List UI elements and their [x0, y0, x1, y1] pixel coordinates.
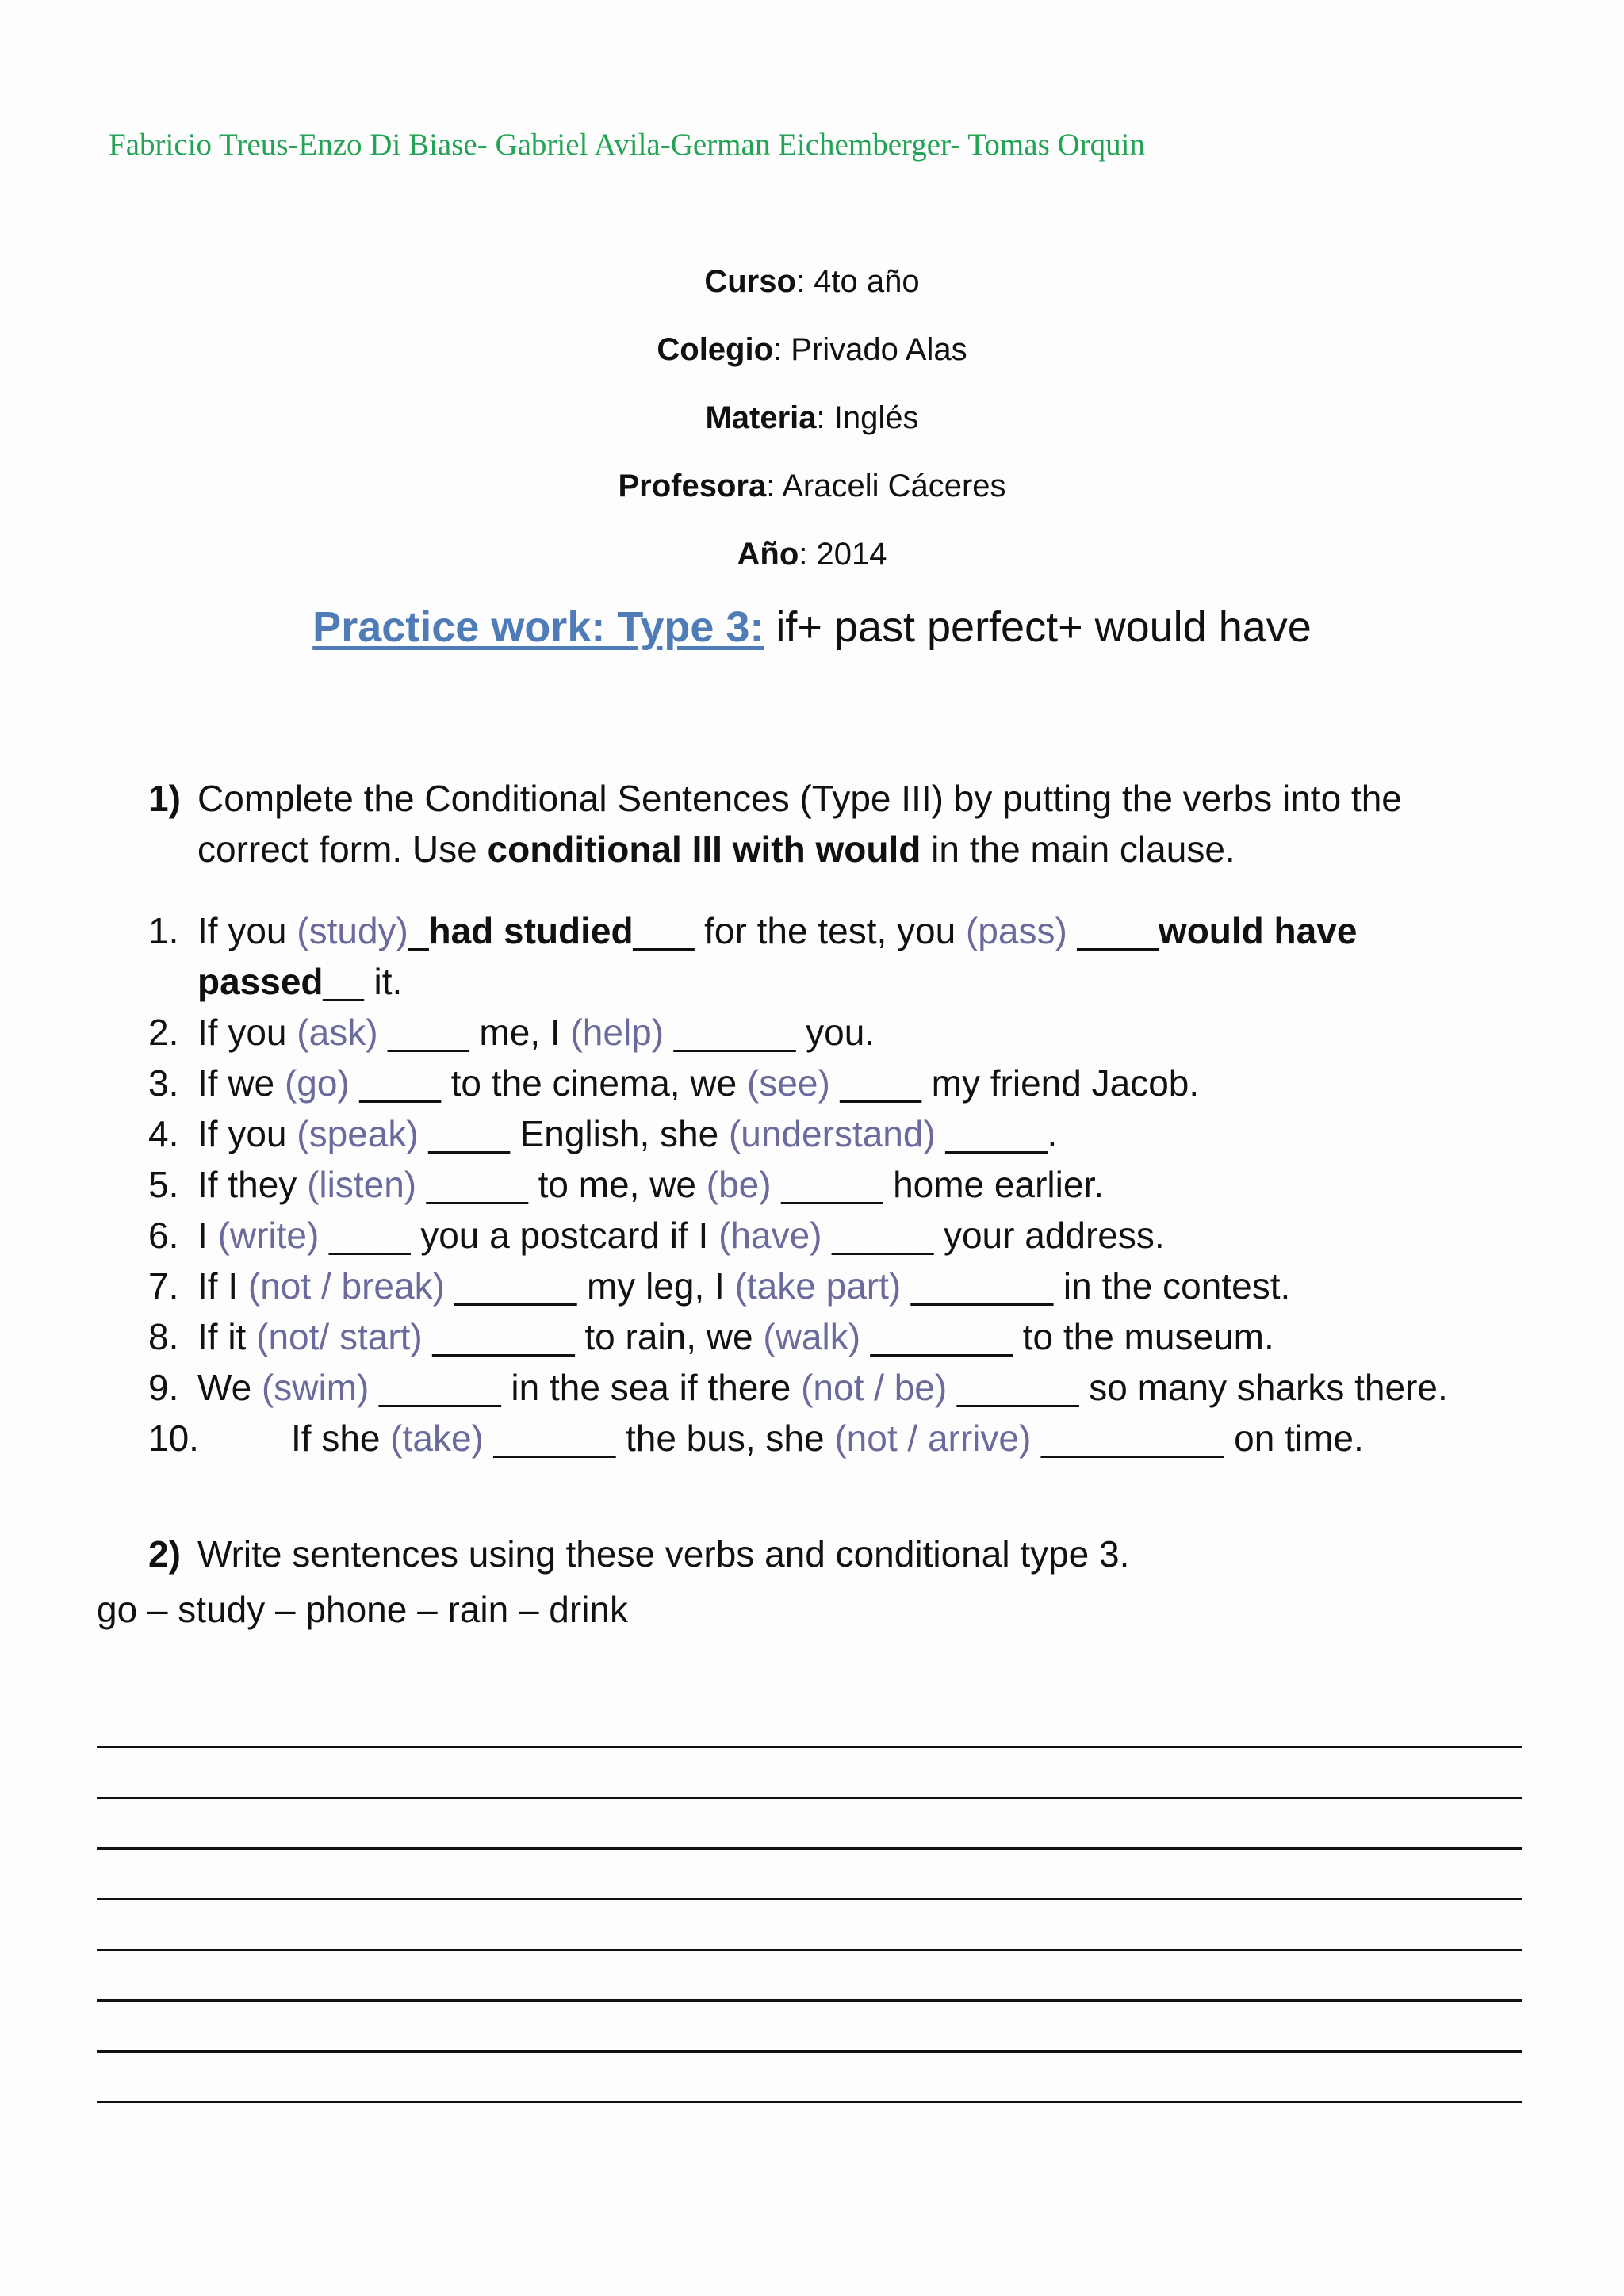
info-materia: [0, 400, 1624, 436]
verb-hint: (listen): [307, 1164, 417, 1205]
info-value: : Araceli Cáceres: [766, 469, 1006, 503]
verb-hint: (take): [390, 1418, 484, 1459]
instruction-line1: Complete the Conditional Sentences (Type III) by putting the verbs into the: [197, 778, 1402, 819]
info-label: Año: [737, 537, 799, 572]
verb-hint: (take part): [734, 1265, 902, 1307]
info-colegio: [0, 332, 1624, 368]
verb-hint: (understand): [728, 1113, 936, 1154]
verb-hint: (be): [706, 1164, 772, 1205]
exercise-item: 2. If you (ask) ____ me, I (help) ______ you.: [148, 1012, 875, 1053]
verb-hint: (not / arrive): [834, 1418, 1032, 1459]
info-value: : Privado Alas: [773, 332, 967, 367]
exercise-item: 7. If I (not / break) ______ my leg, I (take part) _______ in the contest.: [148, 1265, 1291, 1307]
info-label: Curso: [704, 264, 796, 299]
title-lead: Practice work: Type 3:: [312, 603, 764, 651]
title-rest: if+ past perfect+ would have: [764, 603, 1312, 651]
exercise2-text: Write sentences using these verbs and conditional type 3.: [197, 1533, 1130, 1575]
exercise-item: 4. If you (speak) ____ English, she (understand) _____.: [148, 1113, 1058, 1154]
info-profesora: [0, 469, 1624, 504]
exercise-item: 6. I (write) ____ you a postcard if I (have) _____ your address.: [148, 1215, 1165, 1256]
exercise-item: 1. If you (study)_had studied___ for the test, you (pass) ____would have: [148, 910, 1358, 951]
verb-hint: (help): [570, 1012, 665, 1053]
exercise-item: 5. If they (listen) _____ to me, we (be) _____ home earlier.: [148, 1164, 1104, 1205]
authors-line: Fabricio Treus-Enzo Di Biase- Gabriel Avila-German Eichemberger- Tomas Orquin: [109, 128, 1145, 162]
verb-hint: (not/ start): [256, 1316, 423, 1357]
exercise-item: 9. We (swim) ______ in the sea if there (not / be) ______ so many sharks there.: [148, 1367, 1448, 1408]
answer-line[interactable]: [97, 1797, 1522, 1799]
info-value: : 2014: [799, 537, 887, 572]
answer: passed: [197, 961, 324, 1002]
verb-hint: (ask): [297, 1012, 378, 1053]
verb-hint: (not / be): [801, 1367, 948, 1408]
info-label: Materia: [705, 400, 817, 435]
answer: had studied: [428, 910, 634, 951]
verb-hint: (speak): [297, 1113, 419, 1154]
answer-line[interactable]: [97, 1949, 1522, 1951]
info-anio: [0, 537, 1624, 572]
info-value: : 4to año: [795, 264, 920, 299]
exercise1-instruction: [148, 773, 1402, 824]
exercise2-instruction: [148, 1529, 1130, 1579]
answer-line[interactable]: [97, 1999, 1522, 2002]
answer-line[interactable]: [97, 2050, 1522, 2053]
exercise-item: 8. If it (not/ start) _______ to rain, we (walk) _______ to the museum.: [148, 1316, 1274, 1357]
answer-line[interactable]: [97, 2101, 1522, 2103]
answer-line[interactable]: [97, 1746, 1522, 1748]
verb-word-list: go – study – phone – rain – drink: [97, 1589, 629, 1630]
exercise-item: 10. If she (take) ______ the bus, she (not / arrive) _________ on time.: [148, 1418, 1364, 1459]
verb-hint: (walk): [763, 1316, 861, 1357]
verb-hint: (swim): [261, 1367, 370, 1408]
verb-hint: (have): [718, 1215, 822, 1256]
info-label: Colegio: [657, 332, 774, 367]
info-label: Profesora: [618, 469, 767, 503]
exercise2-number: 2): [148, 1533, 181, 1575]
answer: would have: [1158, 910, 1358, 951]
answer-line[interactable]: [97, 1898, 1522, 1900]
exercise-item: 3. If we (go) ____ to the cinema, we (see) ____ my friend Jacob.: [148, 1062, 1200, 1104]
verb-hint: (not / break): [247, 1265, 445, 1307]
exercise1-number: 1): [148, 778, 181, 819]
verb-hint: (write): [217, 1215, 320, 1256]
verb-hint: (go): [284, 1062, 350, 1104]
verb-hint: (see): [746, 1062, 830, 1104]
verb-hint: (pass): [965, 910, 1067, 951]
info-curso: [0, 264, 1624, 300]
exercise1-instruction-line2: correct form. Use conditional III with would in the main clause.: [197, 828, 1235, 870]
verb-hint: (study): [297, 910, 408, 951]
answer-line[interactable]: [97, 1847, 1522, 1850]
info-value: : Inglés: [816, 400, 919, 435]
page-title: [0, 603, 1624, 652]
exercise-item-continuation: passed__ it.: [197, 961, 403, 1002]
